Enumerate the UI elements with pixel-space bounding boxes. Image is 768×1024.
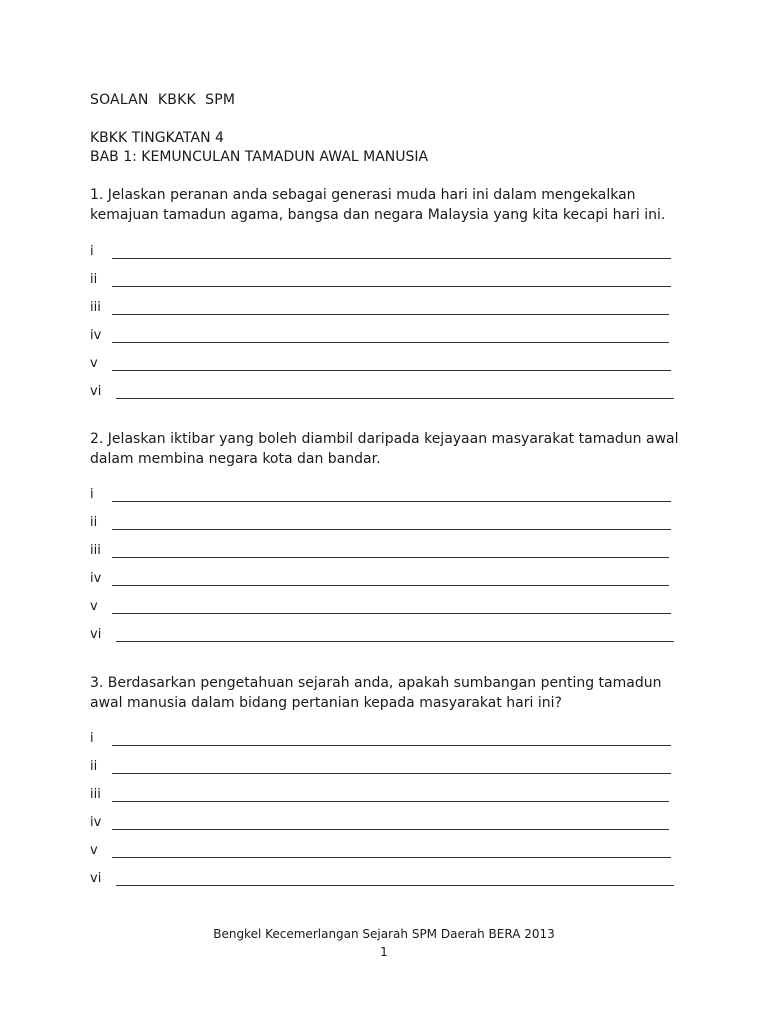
- blank-line: [112, 829, 669, 830]
- blank-line: [112, 501, 671, 502]
- form-level-heading: KBKK TINGKATAN 4: [90, 130, 224, 146]
- blank-line: [112, 773, 671, 774]
- answer-line-3-3[interactable]: [90, 786, 680, 806]
- blank-line: [112, 286, 671, 287]
- answer-label: v: [90, 356, 98, 371]
- answer-line-3-1[interactable]: [90, 730, 680, 750]
- answer-label: iii: [90, 300, 101, 315]
- blank-line: [116, 398, 674, 399]
- answer-line-2-6[interactable]: [90, 626, 680, 646]
- blank-line: [112, 557, 669, 558]
- blank-line: [112, 370, 671, 371]
- answer-line-3-6[interactable]: [90, 870, 680, 890]
- answer-line-2-3[interactable]: [90, 542, 680, 562]
- blank-line: [112, 342, 669, 343]
- answer-label: iv: [90, 328, 102, 343]
- question-3: 3. Berdasarkan pengetahuan sejarah anda, apakah sumbangan penting tamadun awal manusia dalam bidang pertanian kepada masyarakat hari ini?: [90, 675, 662, 711]
- answer-label: vi: [90, 384, 102, 399]
- footer-workshop: Bengkel Kecemerlangan Sejarah SPM Daerah BERA 2013: [213, 927, 555, 941]
- answer-line-3-2[interactable]: [90, 758, 680, 778]
- answer-line-2-2[interactable]: [90, 514, 680, 534]
- answer-label: iv: [90, 571, 102, 586]
- answer-label: iii: [90, 787, 101, 802]
- question-2: 2. Jelaskan iktibar yang boleh diambil daripada kejayaan masyarakat tamadun awal dalam membina negara kota dan bandar.: [90, 431, 679, 467]
- answer-label: iv: [90, 815, 102, 830]
- answer-line-1-6[interactable]: [90, 383, 680, 403]
- answer-line-2-4[interactable]: [90, 570, 680, 590]
- answer-line-1-2[interactable]: [90, 271, 680, 291]
- blank-line: [112, 801, 669, 802]
- answer-line-1-4[interactable]: [90, 327, 680, 347]
- answer-label: vi: [90, 871, 102, 886]
- answer-label: i: [90, 244, 94, 259]
- chapter-heading: BAB 1: KEMUNCULAN TAMADUN AWAL MANUSIA: [90, 149, 429, 165]
- document-title: SOALAN KBKK SPM: [90, 92, 236, 108]
- blank-line: [112, 857, 671, 858]
- answer-label: ii: [90, 515, 98, 530]
- blank-line: [112, 529, 671, 530]
- answer-line-1-3[interactable]: [90, 299, 680, 319]
- page-number: 1: [380, 945, 388, 959]
- answer-label: v: [90, 599, 98, 614]
- blank-line: [116, 641, 674, 642]
- answer-label: i: [90, 731, 94, 746]
- question-1: 1. Jelaskan peranan anda sebagai generasi muda hari ini dalam mengekalkan kemajuan tamadun agama, bangsa dan negara Malaysia yang kita kecapi hari ini.: [90, 187, 666, 223]
- answer-line-2-5[interactable]: [90, 598, 680, 618]
- answer-label: vi: [90, 627, 102, 642]
- blank-line: [112, 613, 671, 614]
- blank-line: [112, 585, 669, 586]
- answer-line-1-5[interactable]: [90, 355, 680, 375]
- answer-line-2-1[interactable]: [90, 486, 680, 506]
- blank-line: [112, 745, 671, 746]
- blank-line: [112, 258, 671, 259]
- answer-label: iii: [90, 543, 101, 558]
- answer-label: v: [90, 843, 98, 858]
- answer-label: i: [90, 487, 94, 502]
- answer-line-1-1[interactable]: [90, 243, 680, 263]
- answer-line-3-5[interactable]: [90, 842, 680, 862]
- answer-label: ii: [90, 759, 98, 774]
- answer-label: ii: [90, 272, 98, 287]
- answer-line-3-4[interactable]: [90, 814, 680, 834]
- blank-line: [116, 885, 674, 886]
- blank-line: [112, 314, 669, 315]
